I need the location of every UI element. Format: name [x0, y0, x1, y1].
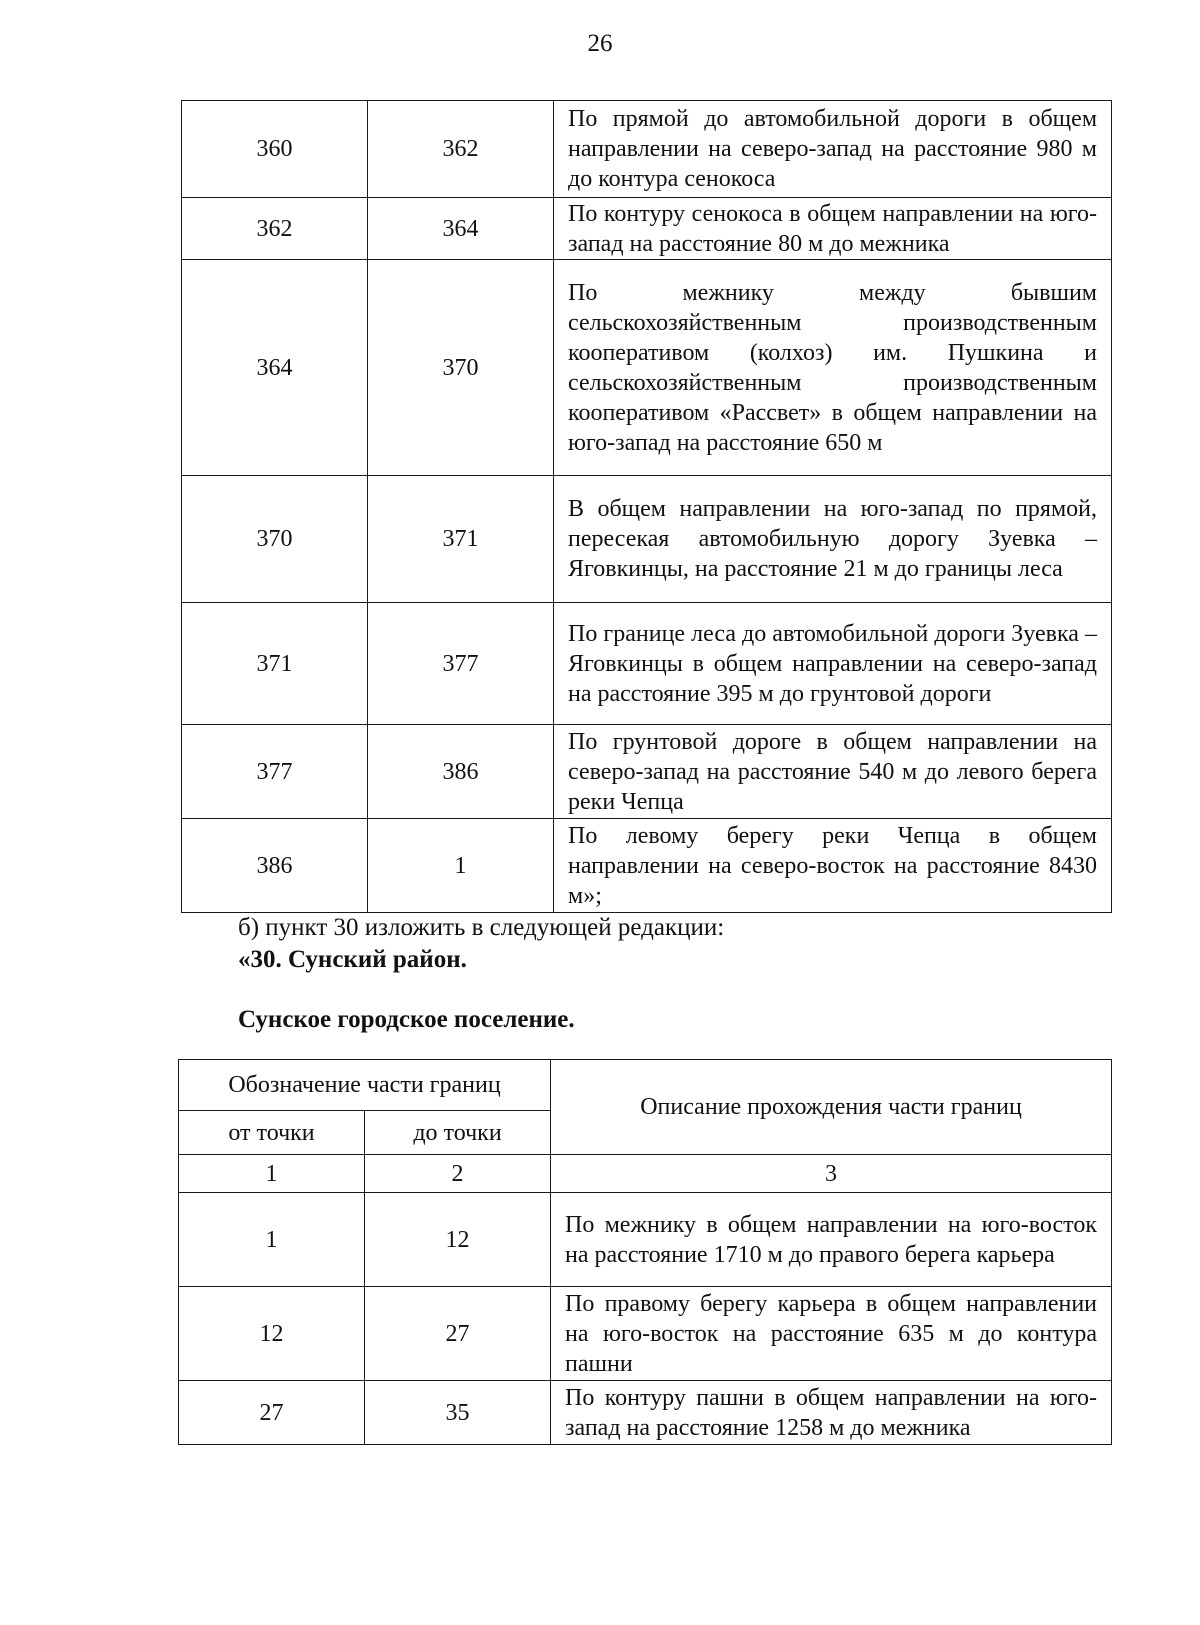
table-header-row — [179, 1060, 1112, 1111]
from-point: 362 — [182, 198, 368, 260]
boundary-description: По межнику в общем направлении на юго-восток на расстояние 1710 м до правого берега карьера — [551, 1193, 1112, 1287]
column-number: 3 — [551, 1155, 1112, 1193]
boundary-table-continued — [181, 100, 1112, 913]
from-point: 371 — [182, 603, 368, 725]
from-point: 27 — [179, 1381, 365, 1445]
boundary-description: В общем направлении на юго-запад по прямой, пересекая автомобильную дорогу Зуевка – Яговкинцы, на расстояние 21 м до границы леса — [554, 476, 1112, 603]
from-point: 12 — [179, 1287, 365, 1381]
boundary-description: По межнику между бывшим сельскохозяйственным производственным кооперативом (колхоз) им. Пушкина и сельскохозяйственным производственным кооперативом «Рассвет» в общем направлении на юго-запад на расстояние 650 м — [554, 260, 1112, 476]
amendment-text: б) пункт 30 изложить в следующей редакции: — [238, 914, 725, 941]
section-heading: «30. Сунский район. — [238, 946, 467, 973]
boundary-description: По левому берегу реки Чепца в общем направлении на северо-восток на расстояние 8430 м»; — [554, 819, 1112, 913]
header-to-point: до точки — [365, 1111, 551, 1155]
to-point: 386 — [368, 725, 554, 819]
table-row — [179, 1193, 1112, 1287]
table-row — [182, 819, 1112, 913]
table-row — [182, 198, 1112, 260]
table-row — [182, 101, 1112, 198]
boundary-table — [178, 1059, 1112, 1445]
settlement-heading: Сунское городское поселение. — [238, 1006, 575, 1033]
from-point: 360 — [182, 101, 368, 198]
from-point: 386 — [182, 819, 368, 913]
table-row — [182, 725, 1112, 819]
boundary-description: По контуру сенокоса в общем направлении на юго-запад на расстояние 80 м до межника — [554, 198, 1112, 260]
boundary-description: По прямой до автомобильной дороги в общем направлении на северо-запад на расстояние 980 м до контура сенокоса — [554, 101, 1112, 198]
table-row — [182, 260, 1112, 476]
table-row — [179, 1287, 1112, 1381]
to-point: 12 — [365, 1193, 551, 1287]
column-number-row — [179, 1155, 1112, 1193]
to-point: 362 — [368, 101, 554, 198]
to-point: 1 — [368, 819, 554, 913]
table-row — [182, 603, 1112, 725]
header-description: Описание прохождения части границ — [551, 1060, 1112, 1155]
from-point: 370 — [182, 476, 368, 603]
page-number: 26 — [587, 30, 613, 57]
from-point: 364 — [182, 260, 368, 476]
column-number: 2 — [365, 1155, 551, 1193]
boundary-description: По контуру пашни в общем направлении на юго-запад на расстояние 1258 м до межника — [551, 1381, 1112, 1445]
to-point: 27 — [365, 1287, 551, 1381]
column-number: 1 — [179, 1155, 365, 1193]
from-point: 1 — [179, 1193, 365, 1287]
boundary-description: По границе леса до автомобильной дороги Зуевка – Яговкинцы в общем направлении на северо-запад на расстояние 395 м до грунтовой дороги — [554, 603, 1112, 725]
to-point: 370 — [368, 260, 554, 476]
table-row — [182, 476, 1112, 603]
to-point: 364 — [368, 198, 554, 260]
boundary-description: По правому берегу карьера в общем направлении на юго-восток на расстояние 635 м до контура пашни — [551, 1287, 1112, 1381]
to-point: 371 — [368, 476, 554, 603]
boundary-description: По грунтовой дороге в общем направлении на северо-запад на расстояние 540 м до левого берега реки Чепца — [554, 725, 1112, 819]
to-point: 377 — [368, 603, 554, 725]
header-boundary-designation: Обозначение части границ — [179, 1060, 551, 1111]
from-point: 377 — [182, 725, 368, 819]
header-from-point: от точки — [179, 1111, 365, 1155]
table-row — [179, 1381, 1112, 1445]
to-point: 35 — [365, 1381, 551, 1445]
